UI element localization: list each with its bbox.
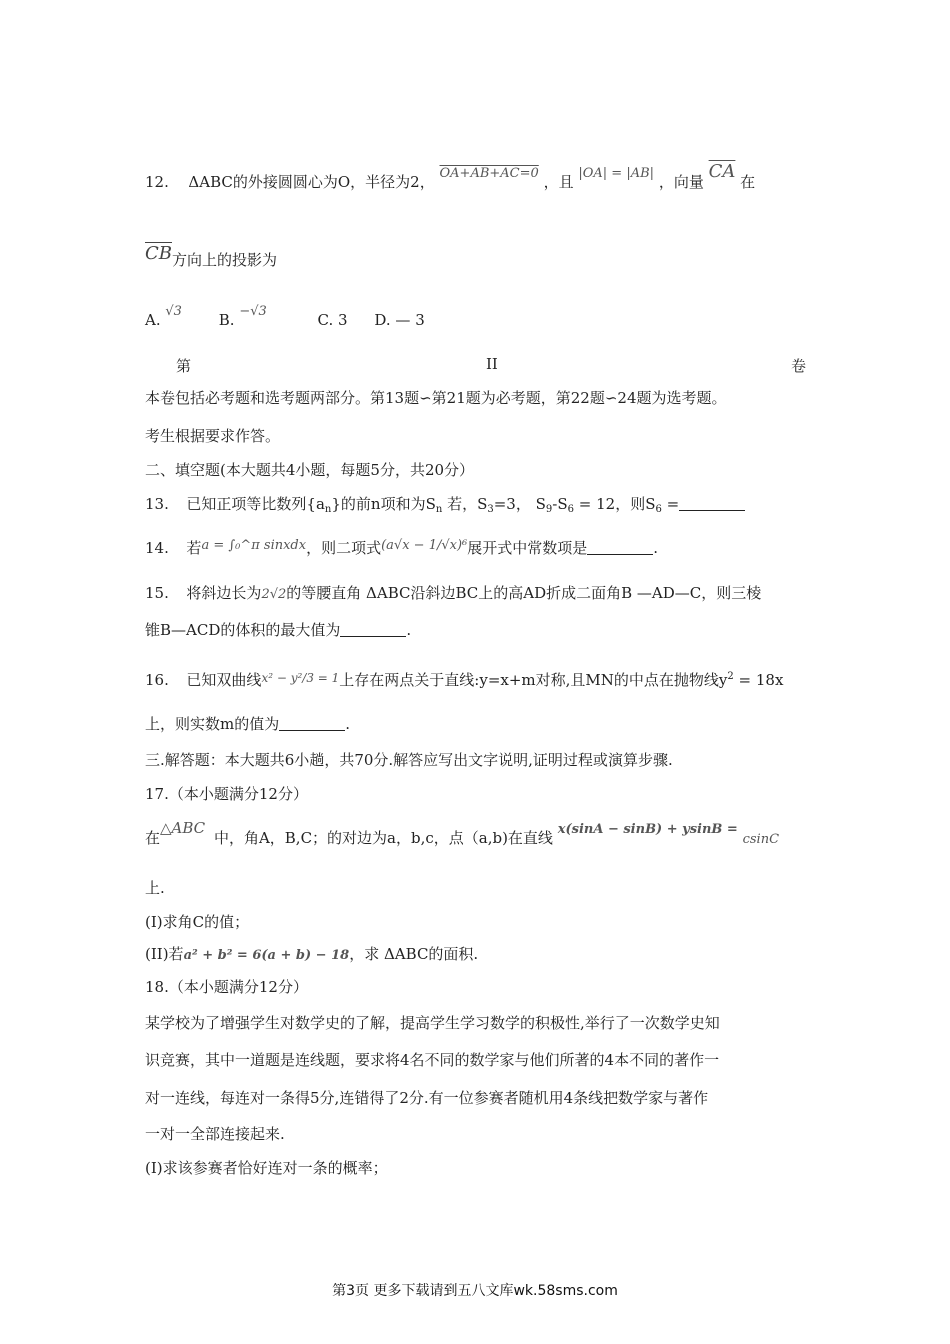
q18-line4: 一对一全部连接起来. [145, 1125, 285, 1143]
q12-vector-cb: $\overline{CB}$ [145, 243, 172, 264]
q17-part2: (II)若a² + b² = 6(a + b) − 18，求 ΔABC的面积. [145, 945, 479, 963]
q16-line2: 上，则实数m的值为 . [145, 715, 351, 733]
q12-magnitude-formula: |OA| = |AB| [578, 166, 655, 181]
q12-line2 [145, 243, 278, 270]
intro-line1: 本卷包括必考题和选考题两部分。第13题∽第21题为必考题，第22题∽24题为选考题。 [145, 389, 727, 407]
q18-line2: 识竞赛，其中一道题是连线题，要求将4名不同的数学家与他们所著的4本不同的著作一 [145, 1051, 720, 1069]
q12-text: ，且 [543, 173, 574, 191]
q14-binomial-formula: (a√x − 1/√x)⁶ [381, 538, 468, 553]
q17-condition-formula: a² + b² = 6(a + b) − 18 [183, 948, 350, 963]
part-two-right: 卷 [790, 357, 806, 375]
q12-vector-sum-formula: OA+AB+AC=0 [439, 166, 539, 181]
q16-hyperbola-formula: x² − y²/3 = 1 [261, 671, 340, 685]
q18-line3: 对一连线，每连对一条得5分,连错得了2分.有一位参赛者随机用4条线把数学家与著作 [145, 1089, 709, 1107]
q12-vector-ca: $\overline{CA}$ [708, 161, 736, 182]
q17-part1: (I)求角C的值； [145, 913, 250, 931]
q12-option-a: A. √3 [145, 304, 182, 329]
answer-blank [279, 716, 345, 731]
q12-option-d: D. — 3 [374, 311, 425, 329]
q12-line1 [145, 161, 756, 194]
q14: 14. 若a = ∫₀^π sinxdx，则二项式(a√x − 1/√x)⁶展开式中常数项是 . [145, 538, 659, 557]
q12-text: ΔABC的外接圆圆心为O，半径为2， [188, 173, 435, 191]
q12-number: 12. [145, 173, 169, 191]
part-two-header [176, 355, 806, 375]
q17-triangle-formula: △ABC [160, 819, 206, 837]
section-three-title: 三.解答题：本大题共6小趟，共70分.解答应写出文字说明,证明过程或演算步骤. [145, 751, 673, 769]
q12-text: 方向上的投影为 [172, 251, 278, 269]
q12-text: ，向量 [658, 173, 704, 191]
q12-option-b: B. −√3 [218, 304, 267, 329]
q16-line1: 16. 已知双曲线$^{x^2 - y^2/3 = 1}$上存在两点关于直线:y=x+m对称,且MN的中点在抛物线$y^2 = 18x$ [145, 671, 784, 689]
page-footer: 第3页 更多下载请到五八文库wk.58sms.com [332, 1283, 618, 1299]
part-two-left: 第 [176, 357, 192, 375]
q17-line-formula-rhs: csinC [742, 832, 780, 847]
q15-line2: 锥B—ACD的体积的最大值为 . [145, 621, 412, 639]
q17-line-formula: x(sinA − sinB) + ysinB = [557, 822, 738, 837]
q17-header: 17.（本小题满分12分） [145, 785, 308, 803]
q14-integral-formula: a = ∫₀^π sinxdx [201, 538, 307, 553]
answer-blank [679, 496, 745, 511]
part-two-mid: II [486, 355, 498, 373]
section-two-title: 二、填空题(本大题共4小题，每题5分，共20分） [145, 461, 475, 479]
q17-line1: 在△ABC 中，角A，B,C；的对边为a，b,c，点（a,b)在直线 x(sinA − sinB) + ysinB = csinC [145, 819, 780, 847]
q12-text: 在 [740, 173, 756, 191]
q17-line2: 上. [145, 879, 165, 897]
q18-header: 18.（本小题满分12分） [145, 978, 308, 996]
q12-options [145, 304, 425, 332]
answer-blank [340, 622, 406, 637]
intro-line2: 考生根据要求作答。 [145, 427, 281, 445]
q15-line1: 15. 将斜边长为2√2的等腰直角 ΔABC沿斜边BC上的高AD折成二面角B —AD—C，则三棱 [145, 584, 762, 602]
q15-length-formula: 2√2 [261, 587, 287, 602]
q18-line1: 某学校为了增强学生对数学史的了解，提高学生学习数学的积极性,举行了一次数学史知 [145, 1014, 720, 1032]
q18-part1: (I)求该参赛者恰好连对一条的概率； [145, 1159, 388, 1177]
q12-option-c: C. 3 [317, 311, 348, 329]
q13: 13. 已知正项等比数列$\{a_n\}$的前n项和为$S_n$ 若，$S_3=3$， $S_9-S_6 = 12$，则$S_6$ = [145, 494, 745, 520]
answer-blank [587, 540, 653, 555]
